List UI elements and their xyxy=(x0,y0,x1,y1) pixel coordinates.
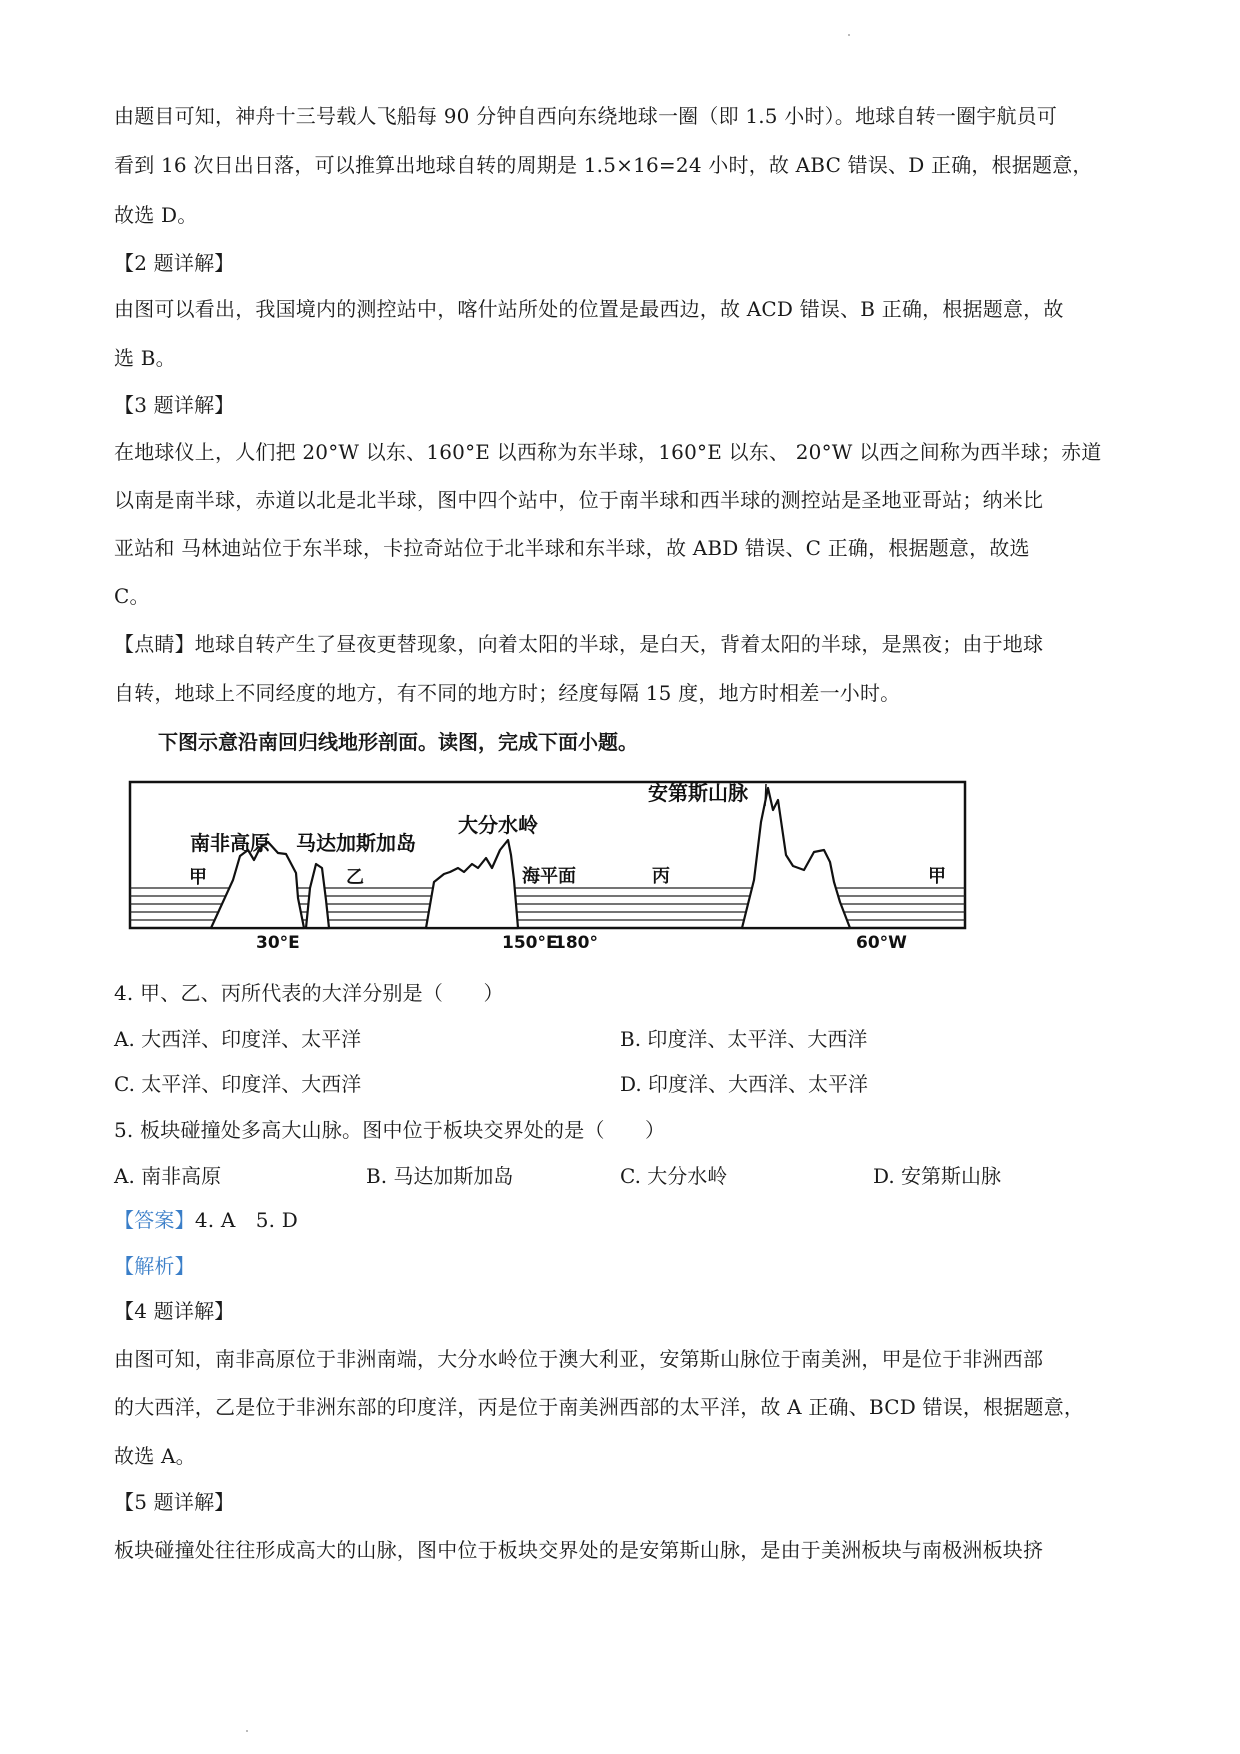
question-4-option-b: B. 印度洋、太平洋、大西洋 xyxy=(620,1027,868,1051)
question-5-option-b: B. 马达加斯加岛 xyxy=(366,1164,514,1188)
paragraph-line: 板块碰撞处往往形成高大的山脉，图中位于板块交界处的是安第斯山脉，是由于美洲板块与南极洲板块挤 xyxy=(114,1538,1044,1562)
analysis-label: 【解析】 xyxy=(114,1254,195,1278)
paragraph-line: 由图可以看出，我国境内的测控站中，喀什站所处的位置是最西边，故 ACD 错误、B 正确，根据题意，故 xyxy=(114,297,1064,321)
label-lon-30e: 30°E xyxy=(256,933,300,952)
question-4-option-a: A. 大西洋、印度洋、太平洋 xyxy=(114,1027,362,1051)
question-4-option-d: D. 印度洋、大西洋、太平洋 xyxy=(620,1072,869,1096)
label-lon-150e: 150°E xyxy=(502,933,558,952)
label-lon-60w: 60°W xyxy=(856,933,907,952)
label-south-african-plateau: 南非高原 xyxy=(190,831,270,855)
label-andes: 安第斯山脉 xyxy=(648,781,748,805)
question-4-stem: 4. 甲、乙、丙所代表的大洋分别是（ ） xyxy=(114,981,504,1005)
paragraph-line: 以南是南半球，赤道以北是北半球，图中四个站中，位于南半球和西半球的测控站是圣地亚哥站；纳米比 xyxy=(114,488,1044,512)
label-jia-left: 甲 xyxy=(189,867,207,888)
section-heading-q2: 【2 题详解】 xyxy=(114,251,235,275)
paragraph-line: 由图可知，南非高原位于非洲南端，大分水岭位于澳大利亚，安第斯山脉位于南美洲，甲是位于非洲西部 xyxy=(114,1347,1044,1371)
section-heading-q4: 【4 题详解】 xyxy=(114,1299,235,1323)
label-yi: 乙 xyxy=(346,867,364,888)
label-jia-right: 甲 xyxy=(928,866,946,887)
answer-text: 4. A 5. D xyxy=(194,1208,298,1232)
paragraph-line: 的大西洋，乙是位于非洲东部的印度洋，丙是位于南美洲西部的太平洋，故 A 正确、BCD 错误，根据题意， xyxy=(114,1395,1085,1419)
question-5-option-c: C. 大分水岭 xyxy=(620,1164,728,1188)
question-5-stem: 5. 板块碰撞处多高大山脉。图中位于板块交界处的是（ ） xyxy=(114,1118,666,1142)
tip-line: 【点睛】地球自转产生了昼夜更替现象，向着太阳的半球，是白天，背着太阳的半球，是黑夜；由于地球 xyxy=(114,632,1044,656)
paragraph-line: 在地球仪上，人们把 20°W 以东、160°E 以西称为东半球，160°E 以东、 20°W 以西之间称为西半球；赤道 xyxy=(114,440,1102,464)
section-heading-q5: 【5 题详解】 xyxy=(114,1490,235,1514)
paragraph-line: 故选 A。 xyxy=(114,1444,196,1468)
paragraph-line: 亚站和 马林迪站位于东半球，卡拉奇站位于北半球和东半球，故 ABD 错误、C 正确，根据题意，故选 xyxy=(114,536,1030,560)
tip-line: 自转，地球上不同经度的地方，有不同的地方时；经度每隔 15 度，地方时相差一小时。 xyxy=(114,681,901,705)
paragraph-line: 看到 16 次日出日落，可以推算出地球自转的周期是 1.5×16=24 小时，故 ABC 错误、D 正确，根据题意， xyxy=(114,153,1093,177)
terrain-profile-figure xyxy=(128,770,968,952)
section-heading-q3: 【3 题详解】 xyxy=(114,393,235,417)
page-speck xyxy=(848,34,850,36)
label-great-dividing-range: 大分水岭 xyxy=(458,813,538,837)
question-5-option-a: A. 南非高原 xyxy=(114,1164,222,1188)
paragraph-line: C。 xyxy=(114,584,150,608)
label-madagascar: 马达加斯加岛 xyxy=(296,831,416,855)
paragraph-line: 选 B。 xyxy=(114,346,176,370)
label-sea-level: 海平面 xyxy=(522,866,576,887)
page-speck xyxy=(246,1730,248,1732)
paragraph-line: 故选 D。 xyxy=(114,203,198,227)
question-5-option-d: D. 安第斯山脉 xyxy=(873,1164,1002,1188)
paragraph-line: 由题目可知，神舟十三号载人飞船每 90 分钟自西向东绕地球一圈（即 1.5 小时）。地球自转一圈宇航员可 xyxy=(114,104,1058,128)
answer-line xyxy=(114,1208,1124,1232)
answer-label: 【答案】 xyxy=(114,1208,195,1232)
question-4-option-c: C. 太平洋、印度洋、大西洋 xyxy=(114,1072,362,1096)
label-lon-180: 180° xyxy=(554,933,598,952)
figure-intro: 下图示意沿南回归线地形剖面。读图，完成下面小题。 xyxy=(158,730,638,754)
label-bing: 丙 xyxy=(652,866,670,887)
